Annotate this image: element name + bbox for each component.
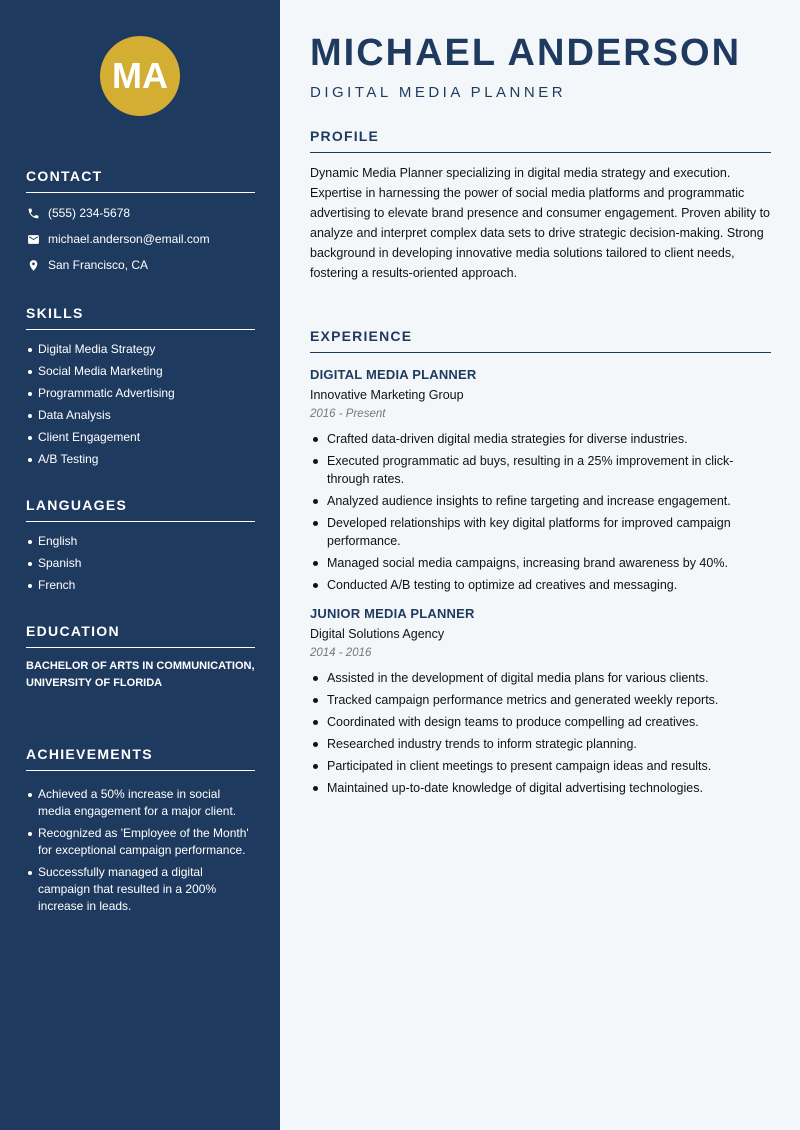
experience-title: EXPERIENCE [310,328,771,353]
education-section [26,623,255,692]
skills-title: SKILLS [26,305,255,330]
skill-item: Programmatic Advertising [26,385,255,402]
skill-item: Client Engagement [26,429,255,446]
language-item: English [26,533,255,550]
duty-item: Researched industry trends to inform strategic planning. [310,735,771,753]
languages-title: LANGUAGES [26,497,255,522]
job-title: JUNIOR MEDIA PLANNER [310,606,475,621]
achievement-item: Achieved a 50% increase in social media engagement for a major client. [26,786,255,820]
job-period: 2014 - 2016 [310,647,372,659]
location-icon [26,258,40,272]
duty-item: Conducted A/B testing to optimize ad creatives and messaging. [310,576,771,594]
achievements-title: ACHIEVEMENTS [26,746,255,771]
duty-item: Analyzed audience insights to refine targeting and increase engagement. [310,492,771,510]
achievements-section [26,746,255,915]
duty-item: Participated in client meetings to present campaign ideas and results. [310,757,771,775]
experience-section [310,328,771,801]
language-item: French [26,577,255,594]
contact-section [26,168,255,273]
language-item: Spanish [26,555,255,572]
sidebar [0,0,280,1130]
duty-item: Coordinated with design teams to produce compelling ad creatives. [310,713,771,731]
achievement-item: Successfully managed a digital campaign that resulted in a 200% increase in leads. [26,864,255,915]
job-entry [310,606,771,797]
candidate-role: DIGITAL MEDIA PLANNER [310,84,567,101]
job-entry [310,367,771,594]
phone-text: (555) 234-5678 [48,206,131,220]
duty-item: Assisted in the development of digital media plans for various clients. [310,669,771,687]
contact-email [26,231,255,247]
job-company: Innovative Marketing Group [310,388,464,402]
job-title: DIGITAL MEDIA PLANNER [310,367,477,382]
job-company: Digital Solutions Agency [310,627,445,641]
contact-title: CONTACT [26,168,255,193]
email-text: michael.anderson@email.com [48,232,210,246]
skill-item: Digital Media Strategy [26,341,255,358]
skills-section [26,305,255,468]
contact-location [26,257,255,273]
duty-item: Managed social media campaigns, increasing brand awareness by 40%. [310,554,771,572]
avatar: MA [100,36,180,116]
profile-section [310,128,771,283]
duty-item: Developed relationships with key digital platforms for improved campaign performance. [310,514,771,550]
skill-item: Data Analysis [26,407,255,424]
profile-text: Dynamic Media Planner specializing in digital media strategy and execution. Expertise in harnessing the power of social media platforms and programmatic advertising to elevate brand presence and consumer engagement. Proven ability to analyze and interpret complex data sets to drive strategic decision-making. Strong background in developing innovative media solutions tailored to client needs, fostering a results-oriented approach. [310,166,771,280]
duty-item: Maintained up-to-date knowledge of digital advertising technologies. [310,779,771,797]
languages-section [26,497,255,594]
skill-item: Social Media Marketing [26,363,255,380]
location-text: San Francisco, CA [48,258,149,272]
phone-icon [26,206,40,220]
duty-item: Executed programmatic ad buys, resulting in a 25% improvement in click-through rates. [310,452,771,488]
email-icon [26,232,40,246]
education-title: EDUCATION [26,623,255,648]
candidate-name: MICHAEL ANDERSON [310,32,742,74]
duty-item: Tracked campaign performance metrics and generated weekly reports. [310,691,771,709]
duty-item: Crafted data-driven digital media strategies for diverse industries. [310,430,771,448]
contact-phone [26,205,255,221]
education-degree: BACHELOR OF ARTS IN COMMUNICATION, UNIVERSITY OF FLORIDA [26,660,255,689]
skill-item: A/B Testing [26,451,255,468]
profile-title: PROFILE [310,128,771,153]
job-period: 2016 - Present [310,408,386,420]
achievement-item: Recognized as 'Employee of the Month' for exceptional campaign performance. [26,825,255,859]
